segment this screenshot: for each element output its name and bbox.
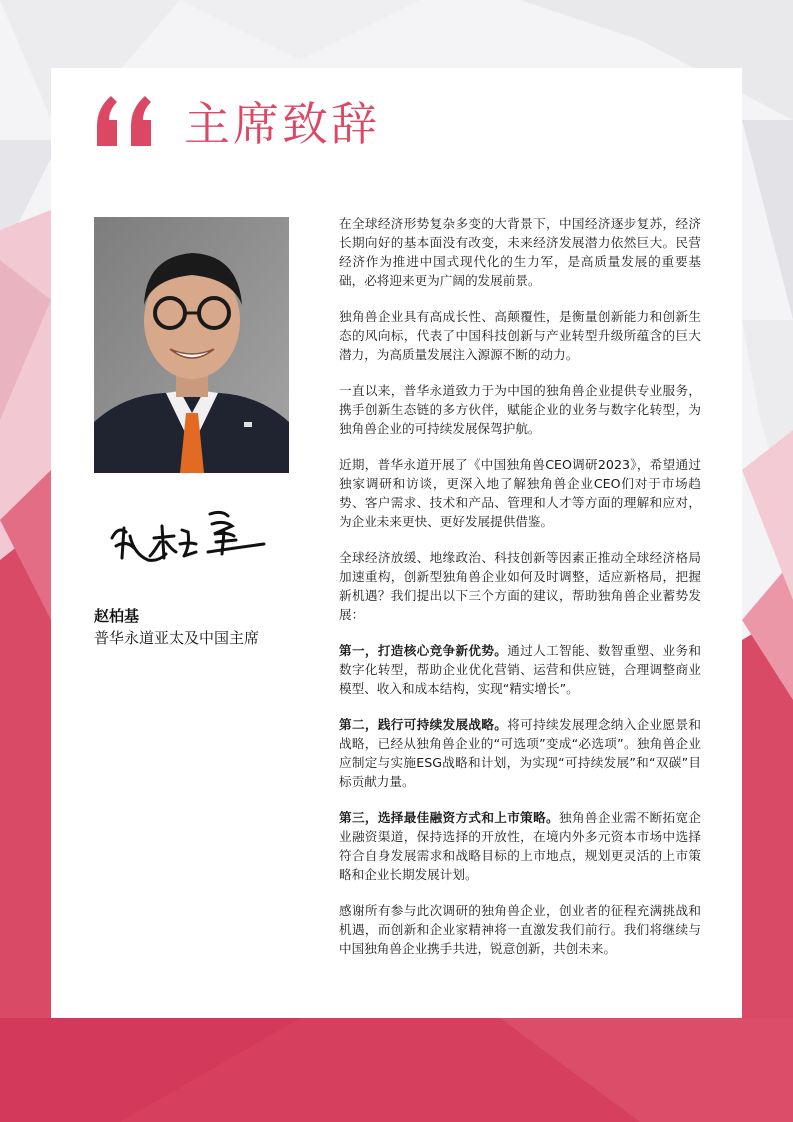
paragraph-8 [339,808,701,884]
paragraph-5: 全球经济放缓、地缘政治、科技创新等因素正推动全球经济格局加速重构，创新型独角兽企业如何及时调整，适应新格局，把握新机遇？我们提出以下三个方面的建议，帮助独角兽企业蓄势发展： [339,550,701,622]
paragraph-8-lead: 第三，选择最佳融资方式和上市策略。 [339,810,559,825]
handwritten-signature [104,502,274,572]
paragraph-9: 感谢所有参与此次调研的独角兽企业，创业者的征程充满挑战和机遇，而创新和企业家精神将一直激发我们前行。我们将继续与中国独角兽企业携手共进，锐意创新，共创未来。 [339,903,701,956]
content-card [51,68,742,1018]
speech-body [339,214,701,975]
paragraph-6-lead: 第一，打造核心竞争新优势。 [339,643,508,658]
paragraph-6 [339,641,701,698]
paragraph-7-text: 将可持续发展理念纳入企业愿景和战略，已经从独角兽企业的“可选项”变成“必选项”。独角兽企业应制定与实施ESG战略和计划，为实现“可持续发展”和“双碳”目标贡献力量。 [339,717,702,789]
paragraph-1: 在全球经济形势复杂多变的大背景下，中国经济逐步复苏，经济长期向好的基本面没有改变，未来经济发展潜力依然巨大。民营经济作为推进中国式现代化的生力军，是高质量发展的重要基础，必将迎来更为广阔的发展前景。 [339,216,701,288]
quote-mark-icon [93,86,163,156]
person-name: 赵柏基 [94,607,140,625]
paragraph-4: 近期，普华永道开展了《中国独角兽CEO调研2023》，希望通过独家调研和访谈，更深入地了解独角兽企业CEO们对于市场趋势、客户需求、技术和产品、管理和人才等方面的理解和应对，为企业未来更快、更好发展提供借鉴。 [339,457,701,529]
paragraph-3: 一直以来，普华永道致力于为中国的独角兽企业提供专业服务，携手创新生态链的多方伙伴，赋能企业的业务与数字化转型，为独角兽企业的可持续发展保驾护航。 [339,383,701,436]
person-role: 普华永道亚太及中国主席 [94,629,260,647]
paragraph-7 [339,715,701,791]
paragraph-6-text: 通过人工智能、数智重塑、业务和数字化转型，帮助企业优化营销、运营和供应链，合理调整商业模型、收入和成本结构，实现“精实增长”。 [339,643,702,696]
paragraph-2: 独角兽企业具有高成长性、高颠覆性，是衡量创新能力和创新生态的风向标，代表了中国科技创新与产业转型升级所蕴含的巨大潜力，为高质量发展注入源源不断的动力。 [339,309,701,362]
paragraph-8-text: 独角兽企业需不断拓宽企业融资渠道，保持选择的开放性，在境内外多元资本市场中选择符合自身发展需求和战略目标的上市地点，规划更灵活的上市策略和企业长期发展计划。 [339,810,702,882]
paragraph-7-lead: 第二，践行可持续发展战略。 [339,717,508,732]
portrait-photo [94,217,289,473]
page-title: 主席致辞 [184,97,380,151]
